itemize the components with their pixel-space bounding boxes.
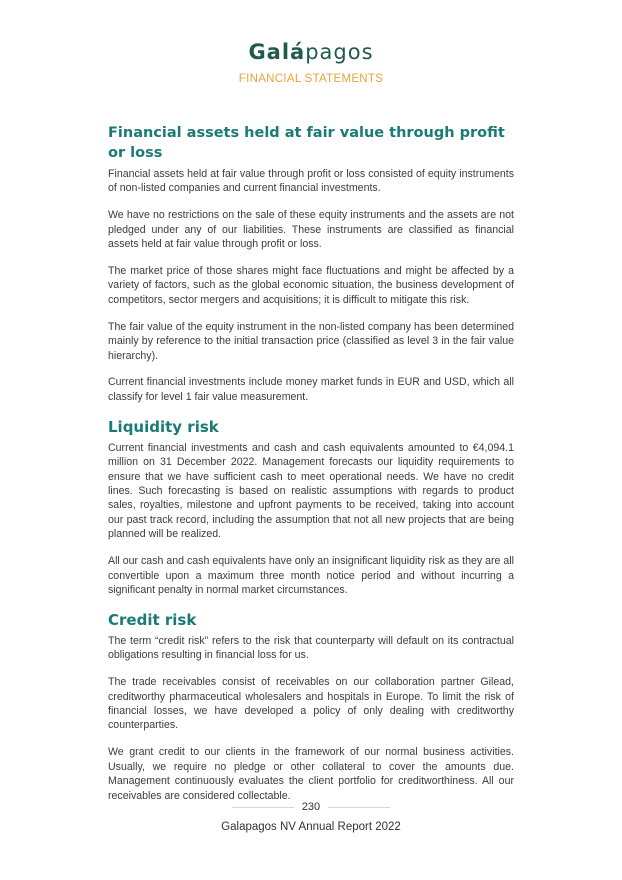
paragraph: Financial assets held at fair value through profit or loss consisted of equity instruments of non-listed companies and current financial investments. xyxy=(108,168,514,195)
paragraph: The term “credit risk” refers to the risk that counterparty will default on its contractual obligations resulting in financial loss for us. xyxy=(108,634,514,662)
report-title: Galapagos NV Annual Report 2022 xyxy=(221,821,401,833)
heading-financial-assets: Financial assets held at fair value through profit or loss xyxy=(108,125,505,161)
heading-liquidity-risk: Liquidity risk xyxy=(108,417,219,436)
paragraph: The trade receivables consist of receivables on our collaboration partner Gilead, creditworthy pharmaceutical wholesalers and hospitals in Europe. To limit the risk of financial losses, we have developed a policy of only dealing with creditworthy counterparties. xyxy=(108,676,514,732)
main-content xyxy=(108,123,514,815)
section-subtitle: FINANCIAL STATEMENTS xyxy=(238,73,384,85)
divider-right xyxy=(328,807,390,808)
page-number: 230 xyxy=(301,801,321,813)
logo-text-bold: Galá xyxy=(248,40,306,64)
heading-credit-risk: Credit risk xyxy=(108,610,197,629)
page-header xyxy=(0,40,622,85)
galapagos-logo xyxy=(0,40,622,64)
paragraph: The market price of those shares might face fluctuations and might be affected by a variety of factors, such as the global economic situation, the business development of competitors, sector mergers and acquisitions; it is difficult to mitigate this risk. xyxy=(108,265,514,306)
paragraph: The fair value of the equity instrument in the non-listed company has been determined mainly by reference to the initial transaction price (classified as level 3 in the fair value hierarchy). xyxy=(108,320,514,362)
divider-left xyxy=(232,807,294,808)
paragraph: We grant credit to our clients in the framework of our normal business activities. Usually, we require no pledge or other collateral to cover the amounts due. Management continuously evaluates the client portfolio for creditworthiness. All our receivables are considered collectable. xyxy=(108,746,514,802)
page-footer xyxy=(0,801,622,833)
paragraph: Current financial investments include money market funds in EUR and USD, which all classify for level 1 fair value measurement. xyxy=(108,376,514,403)
paragraph: We have no restrictions on the sale of these equity instruments and the assets are not pledged under any of our liabilities. These instruments are classified as financial assets held at fair value through profit or loss. xyxy=(108,209,514,251)
logo-text-light: pagos xyxy=(305,40,374,64)
page-number-row xyxy=(0,801,622,813)
paragraph: All our cash and cash equivalents have only an insignificant liquidity risk as they are all convertible upon a maximum three month notice period and without incurring a significant penalty in normal market circumstances. xyxy=(108,555,514,596)
paragraph: Current financial investments and cash and cash equivalents amounted to €4,094.1 million on 31 December 2022. Management forecasts our liquidity requirements to ensure that we have sufficient cash to meet operational needs. We have no credit lines. Such forecasting is based on realistic assumptions with regards to product sales, royalties, milestone and upfront payments to be received, taking into account our past track record, including the assumption that not all new projects that are being planned will be realized. xyxy=(108,441,514,541)
